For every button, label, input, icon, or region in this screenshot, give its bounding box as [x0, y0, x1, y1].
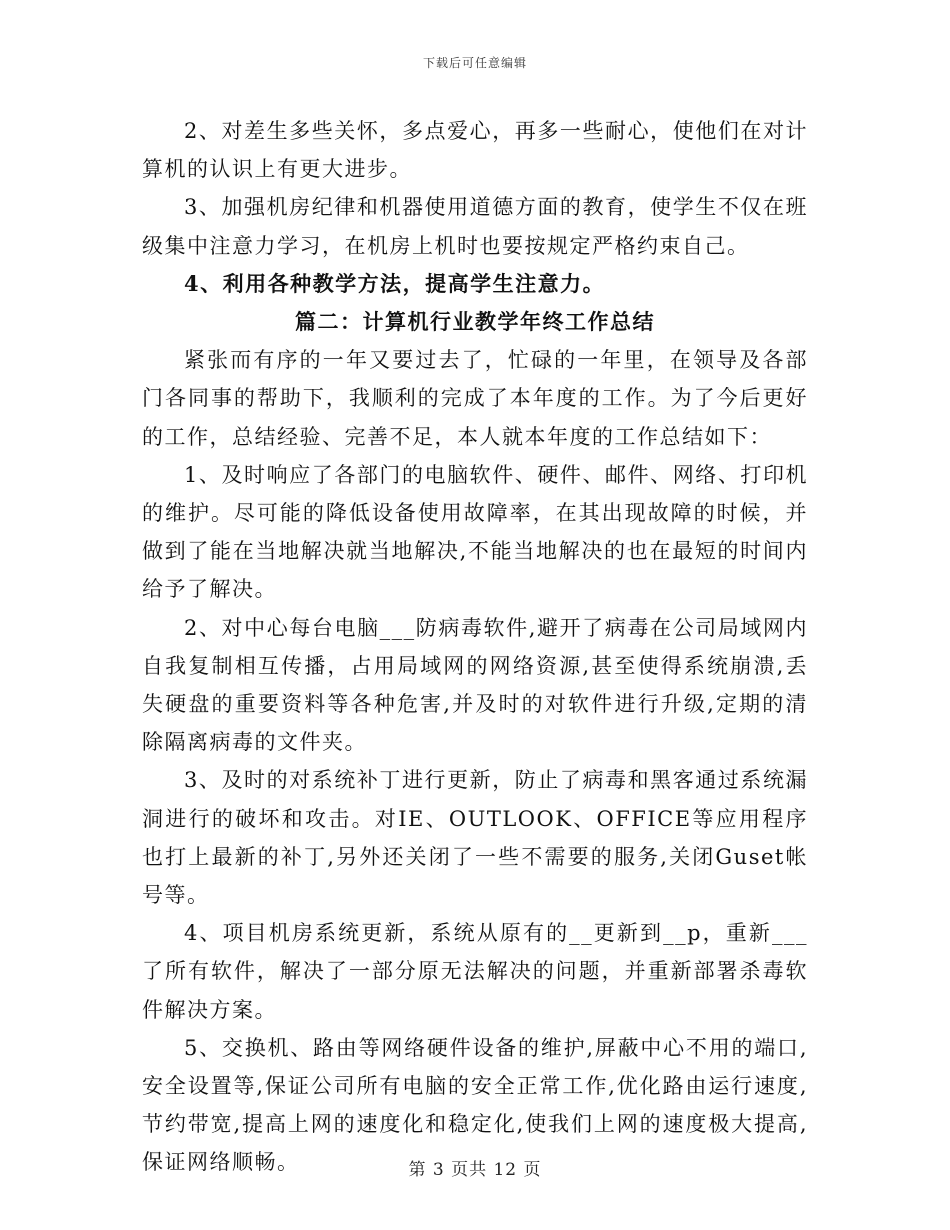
item-5-paragraph: 5、交换机、路由等网络硬件设备的维护,屏蔽中心不用的端口,安全设置等,保证公司所有电脑的安全正常工作,优化路由运行速度,节约带宽,提高上网的速度化和稳定化,使我们上网的速度极大提高,保证网络顺畅。 [142, 1035, 808, 1175]
section-title: 篇二：计算机行业教学年终工作总结 [295, 309, 655, 335]
item-3-paragraph: 3、及时的对系统补丁进行更新，防止了病毒和黑客通过系统漏洞进行的破坏和攻击。对IE、OUTLOOK、OFFICE等应用程序也打上最新的补丁,另外还关闭了一些不需要的服务,关闭Guset帐号等。 [142, 768, 808, 908]
document-body [142, 112, 808, 1182]
page-footer: 第 3 页共 12 页 [408, 1160, 542, 1180]
item-1-paragraph: 1、及时响应了各部门的电脑软件、硬件、邮件、网络、打印机的维护。尽可能的降低设备使用故障率，在其出现故障的时候，并做到了能在当地解决就当地解决,不能当地解决的也在最短的时间内给予了解决。 [142, 462, 808, 602]
item-4-paragraph: 4、项目机房系统更新，系统从原有的__更新到__p，重新___了所有软件，解决了一部分原无法解决的问题，并重新部署杀毒软件解决方案。 [142, 921, 808, 1022]
paragraph-3: 3、加强机房纪律和机器使用道德方面的教育，使学生不仅在班级集中注意力学习，在机房上机时也要按规定严格约束自己。 [142, 195, 808, 258]
paragraph-2: 2、对差生多些关怀，多点爱心，再多一些耐心，使他们在对计算机的认识上有更大进步。 [142, 119, 808, 182]
intro-paragraph: 紧张而有序的一年又要过去了，忙碌的一年里，在领导及各部门各同事的帮助下，我顺利的完成了本年度的工作。为了今后更好的工作，总结经验、完善不足，本人就本年度的工作总结如下： [142, 348, 808, 449]
item-2-paragraph: 2、对中心每台电脑___防病毒软件,避开了病毒在公司局域网内自我复制相互传播，占用局域网的网络资源,甚至使得系统崩溃,丢失硬盘的重要资料等各种危害,并及时的对软件进行升级,定期的清除隔离病毒的文件夹。 [142, 615, 808, 755]
paragraph-4-bold: 4、利用各种教学方法，提高学生注意力。 [184, 270, 606, 296]
page-header: 下载后可任意编辑 [422, 56, 527, 70]
